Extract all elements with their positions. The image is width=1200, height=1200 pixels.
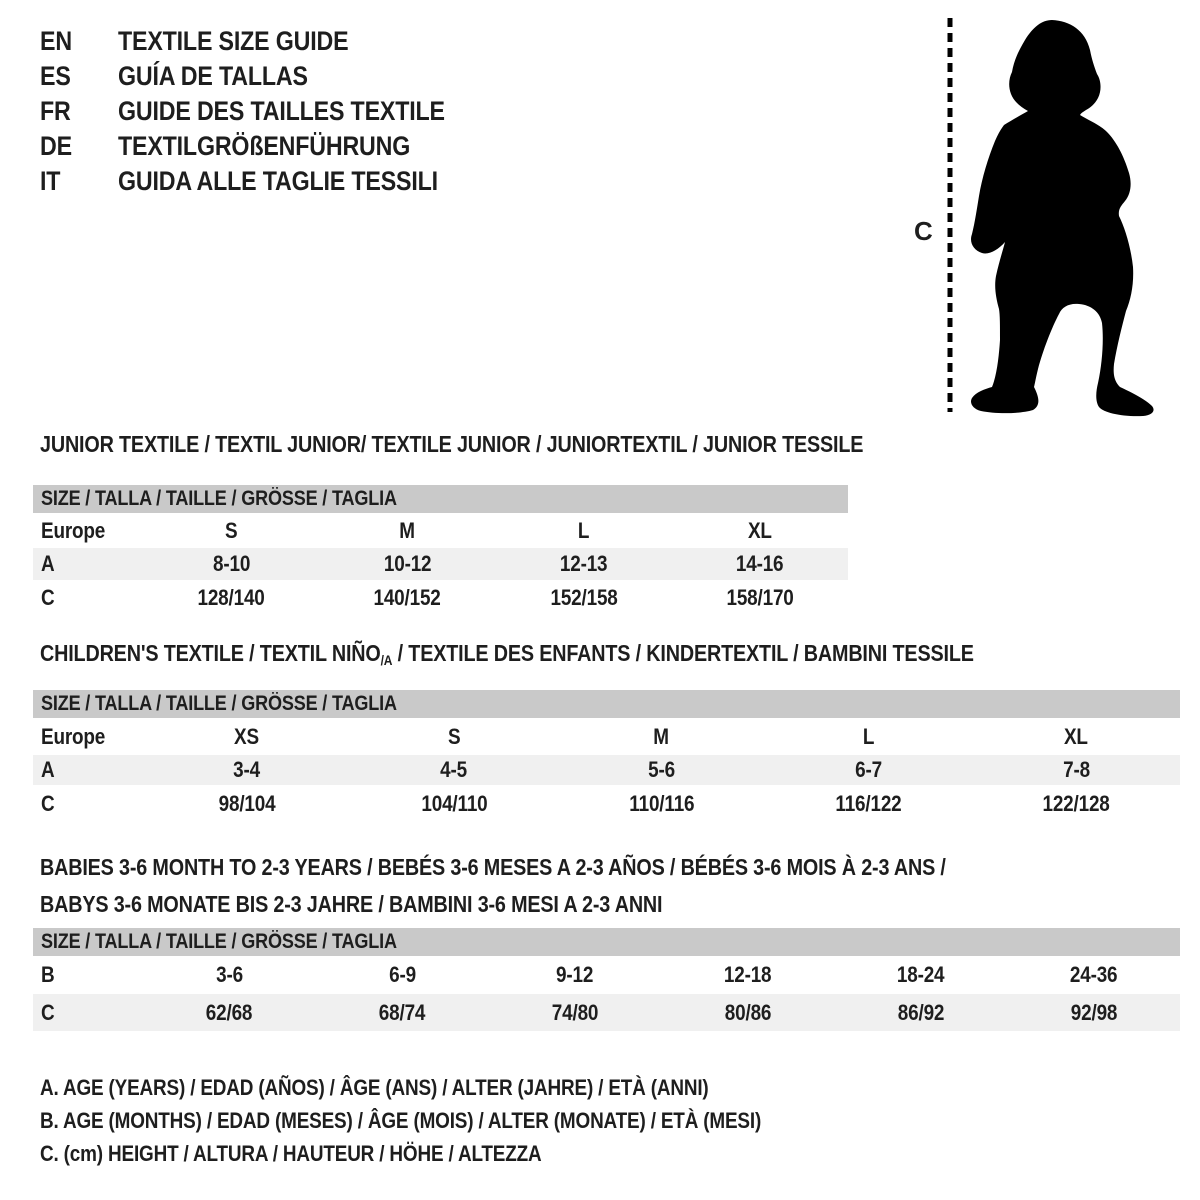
language-title-list: [40, 24, 498, 199]
cell-value: 4-5: [440, 757, 468, 782]
row-label: C: [41, 790, 55, 816]
cell-value: 7-8: [1062, 757, 1090, 782]
cell-value: 5-6: [648, 757, 675, 782]
babies-title-line1: BABIES 3-6 MONTH TO 2-3 YEARS / BEBÉS 3-6 MESES A 2-3 AÑOS / BÉBÉS 3-6 MOIS À 2-3 ANS /: [40, 854, 946, 880]
legend-line-c: C. (cm) HEIGHT / ALTURA / HAUTEUR / HÖHE / ALTEZZA: [40, 1141, 542, 1166]
row-label: A: [41, 551, 55, 576]
col-europe: Europe: [41, 723, 106, 749]
table-row-height: [33, 994, 1180, 1031]
children-section-title: CHILDREN'S TEXTILE / TEXTIL $NIÑO_{/A}$ / TEXTILE DES ENFANTS / KINDERTEXTIL / BAMBINI TESSILE: [40, 640, 974, 668]
cell-value: 14-16: [736, 551, 784, 576]
lang-title: TEXTILE SIZE GUIDE: [118, 26, 349, 56]
table-row-header: [33, 718, 1180, 755]
size-band: SIZE / TALLA / TAILLE / GRÖSSE / TAGLIA: [33, 485, 848, 513]
cell-value: 158/170: [726, 585, 794, 610]
lang-title: GUÍA DE TALLAS: [118, 61, 308, 91]
legend: [40, 1071, 878, 1170]
junior-size-table: [33, 485, 848, 616]
size-band: SIZE / TALLA / TAILLE / GRÖSSE / TAGLIA: [33, 928, 1180, 956]
cell-value: 128/140: [197, 585, 265, 610]
table-row-header: [33, 513, 848, 548]
lang-row-de: [40, 129, 498, 164]
table-row-age-months: [33, 956, 1180, 994]
babies-title-line2: BABYS 3-6 MONATE BIS 2-3 JAHRE / BAMBINI 3-6 MESI A 2-3 ANNI: [40, 891, 663, 917]
row-label: C: [41, 585, 55, 610]
col-size-xl: XL: [1064, 723, 1089, 749]
lang-row-it: [40, 164, 498, 199]
col-size-s: S: [224, 517, 238, 543]
lang-code: EN: [40, 26, 72, 56]
row-label: A: [41, 757, 55, 782]
cell-value: 10-12: [383, 551, 432, 576]
cell-value: 140/152: [373, 585, 441, 610]
children-size-table: [33, 690, 1180, 822]
col-size-m: M: [653, 723, 670, 749]
babies-size-table: [33, 928, 1180, 1031]
col-size-s: S: [447, 723, 461, 749]
col-size-xl: XL: [747, 517, 772, 543]
cell-value: 122/128: [1042, 790, 1110, 816]
row-label: B: [41, 962, 55, 987]
lang-row-fr: [40, 94, 498, 129]
babies-section-title: [40, 849, 1093, 923]
lang-code: IT: [40, 166, 61, 196]
cell-value: 3-4: [233, 757, 261, 782]
col-size-l: L: [863, 723, 875, 749]
lang-code: FR: [40, 96, 71, 126]
lang-title: TEXTILGRÖßENFÜHRUNG: [118, 131, 411, 161]
col-europe: Europe: [41, 517, 106, 543]
lang-row-es: [40, 59, 498, 94]
junior-section-title: JUNIOR TEXTILE / TEXTIL JUNIOR/ TEXTILE JUNIOR / JUNIORTEXTIL / JUNIOR TESSILE: [40, 431, 864, 457]
toddler-silhouette-icon: [895, 10, 1165, 420]
legend-line-a: A. AGE (YEARS) / EDAD (AÑOS) / ÂGE (ANS) / ALTER (JAHRE) / ETÀ (ANNI): [40, 1075, 709, 1100]
cell-value: 116/122: [835, 790, 902, 816]
title-subscript: /A: [380, 652, 393, 668]
col-size-xs: XS: [234, 723, 260, 749]
cell-value: 74/80: [551, 999, 599, 1025]
lang-code: DE: [40, 131, 72, 161]
size-band: SIZE / TALLA / TAILLE / GRÖSSE / TAGLIA: [33, 690, 1180, 718]
cell-value: 3-6: [215, 962, 243, 987]
lang-code: ES: [40, 61, 71, 91]
cell-value: 18-24: [896, 962, 945, 987]
cell-value: 92/98: [1070, 999, 1117, 1025]
cell-value: 12-13: [559, 551, 608, 576]
table-row-age: [33, 755, 1180, 785]
cell-value: 86/92: [897, 999, 944, 1025]
legend-line-b: B. AGE (MONTHS) / EDAD (MESES) / ÂGE (MOIS) / ALTER (MONATE) / ETÀ (MESI): [40, 1108, 762, 1133]
cell-value: 110/116: [628, 790, 695, 816]
cell-value: 6-7: [855, 757, 883, 782]
cell-value: 98/104: [218, 790, 276, 816]
cell-value: 152/158: [550, 585, 618, 610]
cell-value: 80/86: [724, 999, 772, 1025]
table-row-age: [33, 548, 848, 580]
lang-row-en: [40, 24, 498, 59]
table-row-height: [33, 785, 1180, 822]
lang-title: GUIDA ALLE TAGLIE TESSILI: [118, 166, 438, 196]
cell-value: 6-9: [388, 962, 416, 987]
toddler-silhouette: [971, 20, 1154, 416]
table-row-height: [33, 580, 848, 616]
col-size-m: M: [399, 517, 416, 543]
cell-value: 12-18: [724, 962, 772, 987]
row-label: C: [41, 999, 55, 1025]
lang-title: GUIDE DES TAILLES TEXTILE: [118, 96, 445, 126]
cell-value: 104/110: [421, 790, 488, 816]
cell-value: 62/68: [206, 999, 253, 1025]
col-size-l: L: [577, 517, 590, 543]
cell-value: 9-12: [556, 962, 594, 987]
cell-value: 8-10: [212, 551, 250, 576]
height-measure-label: C: [914, 216, 933, 246]
cell-value: 24-36: [1069, 962, 1118, 987]
cell-value: 68/74: [378, 999, 426, 1025]
